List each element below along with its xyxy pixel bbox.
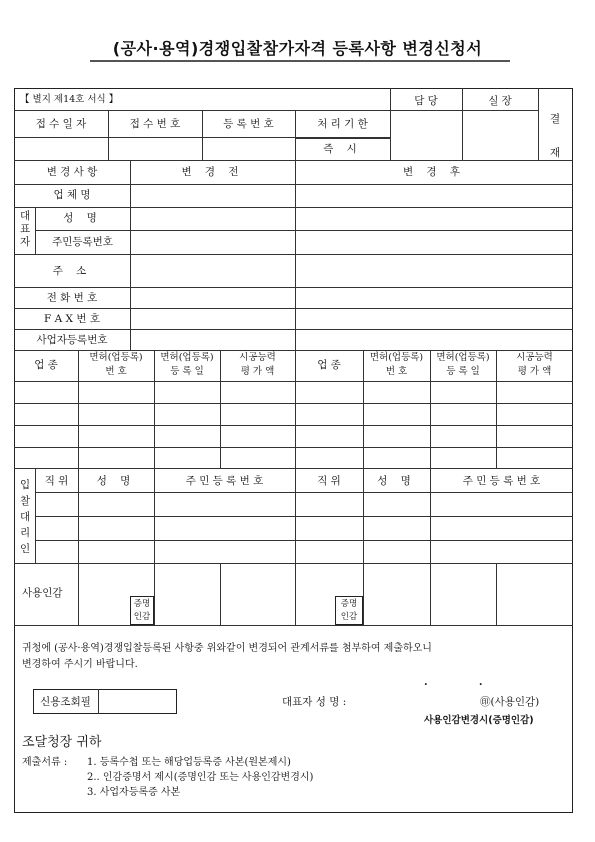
reg-no-label: 등 록 번 호 bbox=[223, 118, 274, 130]
seal-cert-1-after: 증명 bbox=[340, 599, 358, 609]
seal-mark: ㊞(사용인감) bbox=[480, 696, 540, 708]
docs-label: 제출서류 : bbox=[22, 757, 68, 768]
capacity-label-2-after: 평 가 액 bbox=[517, 366, 552, 377]
form-number: 【 별지 제14호 서식 】 bbox=[20, 94, 119, 105]
agent-position-label: 직 위 bbox=[44, 475, 69, 487]
approval-chief: 실 장 bbox=[488, 95, 512, 107]
rep-name-label: 성 명 bbox=[63, 212, 102, 224]
doc-item-1: 1. 등록수첩 또는 해당업등록증 사본(원본제시) bbox=[87, 757, 291, 768]
change-item-header: 변 경 사 항 bbox=[46, 166, 98, 178]
agent-position-label-after: 직 위 bbox=[317, 475, 341, 487]
deadline-label: 처 리 기 한 bbox=[317, 118, 368, 130]
fax-label: F A X 번 호 bbox=[44, 313, 100, 325]
before-header: 변 경 전 bbox=[181, 166, 244, 178]
doc-item-3: 3. 사업자등록증 사본 bbox=[87, 787, 181, 798]
address-label: 주 소 bbox=[52, 265, 92, 277]
industry-type-label: 업 종 bbox=[34, 359, 58, 371]
agent-name-label: 성 명 bbox=[96, 475, 136, 487]
biz-no-label: 사업자등록번호 bbox=[36, 334, 108, 346]
request-text-1: 귀청에 (공사·용역)경쟁입찰등록된 사항중 위와같이 변경되어 관계서류를 첨부하여 제출하오니 bbox=[22, 643, 432, 654]
rep-sign-field[interactable] bbox=[366, 691, 474, 711]
deadline-immediate: 즉 시 bbox=[323, 143, 362, 155]
rep-group-label: 대표자 bbox=[20, 210, 31, 248]
capacity-label-1: 시공능력 bbox=[239, 352, 276, 363]
rep-sign-label: 대표자 성 명 : bbox=[282, 696, 347, 708]
addressee: 조달청장 귀하 bbox=[22, 735, 102, 750]
seal-cert-2-after: 인감 bbox=[340, 612, 358, 622]
title-underline bbox=[90, 60, 510, 62]
agent-group-label: 입찰대리인 bbox=[20, 479, 31, 555]
after-header: 변 경 후 bbox=[402, 166, 466, 178]
approval-staff: 담 당 bbox=[414, 95, 438, 107]
form-title: (공사·용역)경쟁입찰참가자격 등록사항 변경신청서 bbox=[112, 39, 483, 58]
company-name-label: 업 체 명 bbox=[53, 189, 91, 201]
license-date-label-1: 면허(업등록) bbox=[160, 352, 214, 363]
request-text-2: 변경하여 주시기 바랍니다. bbox=[22, 659, 138, 670]
phone-label: 전 화 번 호 bbox=[46, 292, 98, 304]
agent-rrn-label-after: 주 민 등 록 번 호 bbox=[462, 475, 541, 487]
capacity-label-1-after: 시공능력 bbox=[516, 352, 553, 363]
credit-check-label: 신용조회필 bbox=[40, 696, 91, 708]
doc-item-2: 2.. 인감증명서 제시(증명인감 또는 사용인감변경시) bbox=[87, 772, 314, 783]
seal-cert-1: 증명 bbox=[133, 599, 151, 609]
seal-note: 사용인감변경시(증명인감) bbox=[424, 715, 534, 726]
rep-rrn-label: 주민등록번호 bbox=[52, 236, 113, 248]
industry-type-label-after: 업 종 bbox=[317, 359, 341, 371]
seal-cert-2: 인감 bbox=[133, 612, 151, 622]
license-date-label-2-after: 등 록 일 bbox=[446, 366, 480, 377]
license-no-label-2-after: 번 호 bbox=[385, 366, 408, 377]
capacity-label-2: 평 가 액 bbox=[240, 366, 275, 377]
agent-rrn-label: 주 민 등 록 번 호 bbox=[185, 475, 264, 487]
license-date-label-1-after: 면허(업등록) bbox=[436, 352, 490, 363]
credit-check-field[interactable] bbox=[99, 690, 176, 713]
approval-decision: 결 재 bbox=[550, 113, 561, 159]
seal-label: 사용인감 bbox=[22, 587, 63, 599]
license-no-label-2: 번 호 bbox=[105, 366, 127, 377]
date-dots: . . bbox=[424, 676, 483, 688]
receipt-no-label: 접 수 번 호 bbox=[129, 118, 181, 130]
license-no-label-1-after: 면허(업등록) bbox=[369, 352, 424, 363]
receipt-date-label: 접 수 일 자 bbox=[35, 118, 87, 130]
license-no-label-1: 면허(업등록) bbox=[89, 352, 143, 363]
license-date-label-2: 등 록 일 bbox=[170, 366, 204, 377]
agent-name-label-after: 성 명 bbox=[377, 475, 416, 487]
